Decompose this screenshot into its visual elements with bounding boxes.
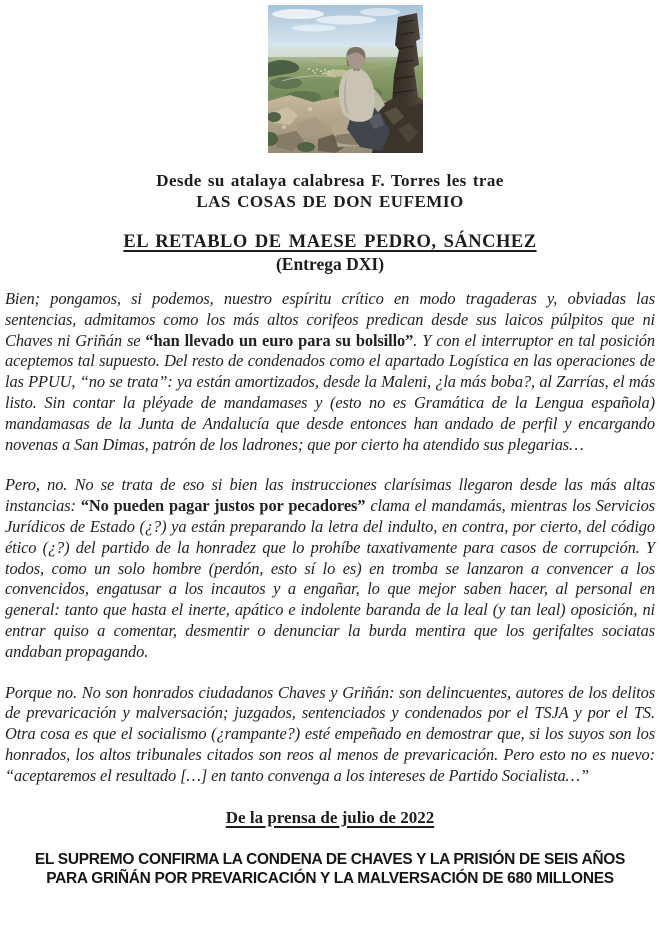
paragraph-2: Pero, no. No se trata de eso si bien las instrucciones clarísimas llegaron desde las más altas instancias: “No pueden pagar justos por pecadores” clama el mandamás, mientras los Servicios Jurídicos de Estado (¿?) ya están preparando la letra del indulto, en contra, por cierto, del código ético (¿?) del partido de la honradez que lo prohíbe taxativamente para casos de corrupción. Y todos, como un solo hombre (perdón, esto sí lo es) en tromba se lanzaron a convencer a los convencidos, engatusar a los incautos y a engañar, lo que mejor saben hacer, al personal en general: tanto que hasta el inerte, apático e indolente baranda de la leal (y tan leal) oposición, ni entrar quiso a comentar, desmentir o denunciar la burda mentira que los gerifaltes sociatas andaban propagando.: [5, 475, 655, 661]
paragraph-1: Bien; pongamos, si podemos, nuestro espíritu crítico en modo tragaderas y, obviadas las sentencias, admitamos como los más altos corifeos predican desde sus laicos púlpitos que ni Chaves ni Griñán se “han llevado un euro para su bolsillo”. Y con el interruptor en tal posición aceptemos tal supuesto. Del resto de condenados como el apartado Logística en las operaciones de las PPUU, “no se trata”: ya están amortizados, desde la Maleni, ¿la más boba?, al Zarrías, el más listo. Sin contar la pléyade de mandamases y (esto no es Gramática de la Lengua española) mandamasas de la Junta de Andalucía que desde entonces han andado de perfil y encargando novenas a San Dimas, patrón de los ladrones; que por cierto ha atendido sus plegarias…: [5, 289, 655, 454]
paragraph-3: Porque no. No son honrados ciudadanos Chaves y Griñán: son delincuentes, autores de los delitos de prevaricación y malversación; juzgados, sentenciados y condenados por el TSJA y por el TS. Otra cosa es que el socialismo (¿rampante?) esté empeñado en demostrar que, si los suyos son los honrados, los altos tribunales citados son reos al menos de prevaricación. Pero esto no es nuevo: “aceptaremos el resultado […] en tanto convenga a los intereses de Partido Socialista…”: [5, 682, 655, 785]
byline: Desde su atalaya calabresa F. Torres les trae: [156, 171, 504, 190]
landscape-photo-illustration: [268, 5, 423, 153]
article-title: EL RETABLO DE MAESE PEDRO, SÁNCHEZ: [123, 232, 537, 252]
article-body: [5, 289, 655, 889]
header-photo: [268, 5, 423, 153]
series-title: LAS COSAS DE DON EUFEMIO: [196, 192, 464, 211]
issue-label: (Entrega DXI): [275, 254, 385, 274]
press-headline: EL SUPREMO CONFIRMA LA CONDENA DE CHAVES Y LA PRISIÓN DE SEIS AÑOS PARA GRIÑÁN POR PREVARICACIÓN Y LA MALVERSACIÓN DE 680 MILLONES: [34, 850, 626, 888]
press-section-heading: De la prensa de julio de 2022: [225, 807, 435, 827]
